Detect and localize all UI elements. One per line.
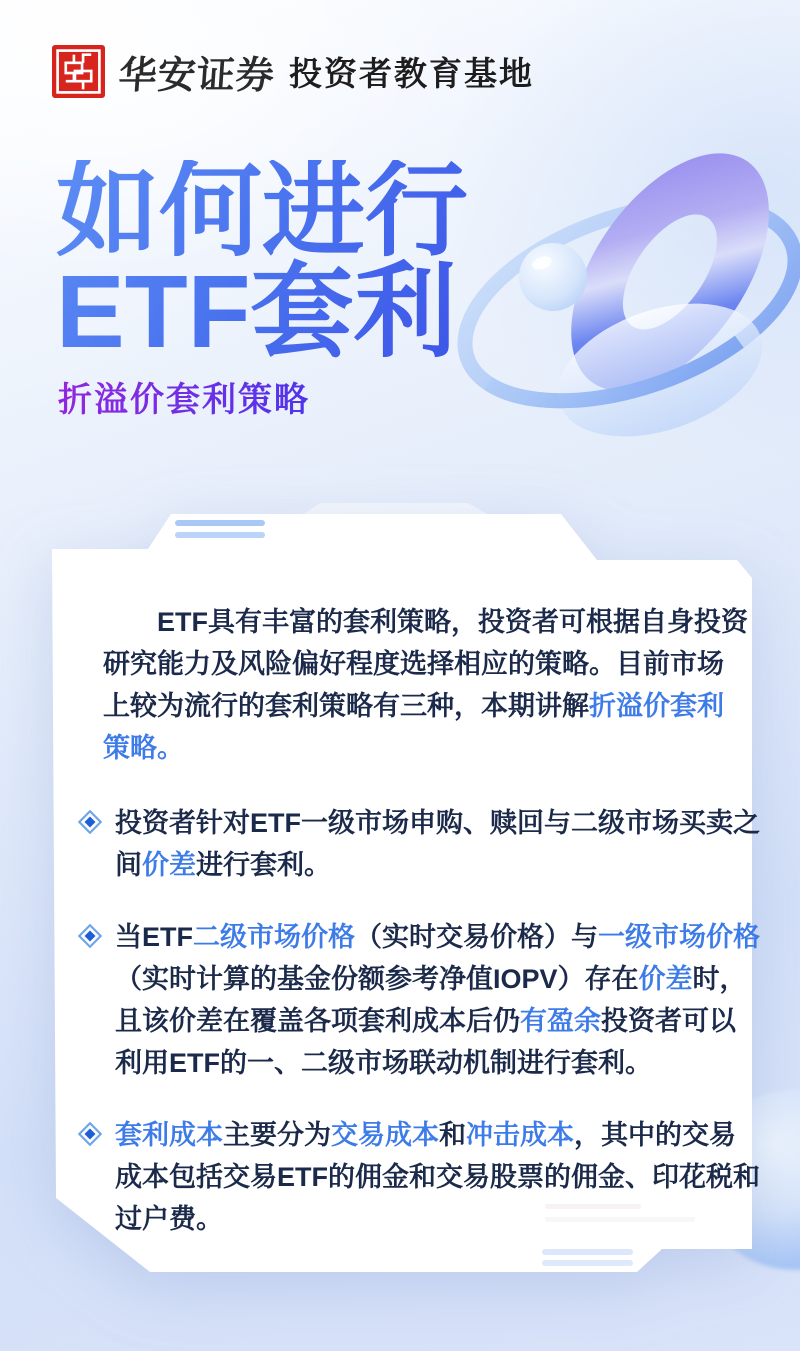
text-segment: 上较为流行的套利策略有三种，本期讲解 xyxy=(103,691,589,721)
highlighted-text-segment: 一级市场价格 xyxy=(598,922,760,952)
text-line xyxy=(115,1042,760,1084)
text-segment: 间 xyxy=(115,850,142,880)
text-line xyxy=(103,727,715,769)
text-segment: 和 xyxy=(439,1120,466,1150)
page-subtitle: 折溢价套利策略 xyxy=(58,372,310,421)
text-line xyxy=(115,1198,760,1240)
huaan-seal-icon xyxy=(52,45,105,98)
card-top-accent-line-1 xyxy=(175,520,265,526)
rings-sphere-3d-graphic xyxy=(445,112,800,447)
brand-name: 华安证券 xyxy=(117,52,277,97)
highlighted-text-segment: 价差 xyxy=(142,850,196,880)
bullet-text xyxy=(115,1114,760,1240)
org-name: 投资者教育基地 xyxy=(289,55,535,92)
text-segment: ，其中的交易 xyxy=(574,1120,736,1150)
bullet-list xyxy=(78,802,760,1270)
text-segment: ETF具有丰富的套利策略，投资者可根据自身投资 xyxy=(157,607,748,637)
highlighted-text-segment: 折溢价套利 xyxy=(589,691,724,721)
header xyxy=(52,44,534,99)
highlighted-text-segment: 交易成本 xyxy=(331,1120,439,1150)
bullet-item-1 xyxy=(78,802,760,886)
text-segment: （实时交易价格）与 xyxy=(355,922,598,952)
page-title xyxy=(56,153,468,369)
text-line xyxy=(115,1156,760,1198)
text-segment: 主要分为 xyxy=(223,1120,331,1150)
text-segment: 时， xyxy=(692,964,747,994)
text-segment: 研究能力及风险偏好程度选择相应的策略。目前市场 xyxy=(103,649,724,679)
page-title-line2: ETF套利 xyxy=(56,254,457,369)
highlighted-text-segment: 冲击成本 xyxy=(466,1120,574,1150)
text-line xyxy=(115,1000,760,1042)
text-line xyxy=(103,643,724,685)
page-title-line1: 如何进行 xyxy=(56,153,468,268)
text-segment: 当ETF xyxy=(115,922,193,952)
text-line xyxy=(115,844,760,886)
text-segment: 成本包括交易ETF的佣金和交易股票的佣金、印花税和 xyxy=(115,1162,760,1192)
diamond-bullet-icon xyxy=(78,1122,102,1146)
text-segment: 投资者针对ETF一级市场申购、赎回与二级市场买卖之 xyxy=(115,808,760,838)
text-segment: 投资者可以 xyxy=(601,1006,736,1036)
text-line xyxy=(115,958,760,1000)
text-line xyxy=(115,802,760,844)
bullet-text xyxy=(115,916,760,1084)
bullet-item-3 xyxy=(78,1114,760,1240)
text-line xyxy=(103,601,748,643)
highlighted-text-segment: 价差 xyxy=(638,964,693,994)
text-line xyxy=(115,916,760,958)
bullet-item-2 xyxy=(78,916,760,1084)
text-segment: 利用ETF的一、二级市场联动机制进行套利。 xyxy=(115,1048,652,1078)
text-segment: 进行套利。 xyxy=(196,850,331,880)
text-segment: 过户费。 xyxy=(115,1204,223,1234)
diamond-bullet-icon xyxy=(78,810,102,834)
card-top-accent-line-2 xyxy=(175,532,265,538)
text-line xyxy=(115,1114,760,1156)
text-segment: 且该价差在覆盖各项套利成本后仍 xyxy=(115,1006,520,1036)
highlighted-text-segment: 策略。 xyxy=(103,733,184,763)
highlighted-text-segment: 二级市场价格 xyxy=(193,922,355,952)
bullet-text xyxy=(115,802,760,886)
intro-paragraph xyxy=(103,601,748,769)
text-segment: （实时计算的基金份额参考净值IOPV）存在 xyxy=(115,964,639,994)
text-line xyxy=(103,685,724,727)
diamond-bullet-icon xyxy=(78,924,102,948)
highlighted-text-segment: 有盈余 xyxy=(520,1006,601,1036)
highlighted-text-segment: 套利成本 xyxy=(115,1120,223,1150)
